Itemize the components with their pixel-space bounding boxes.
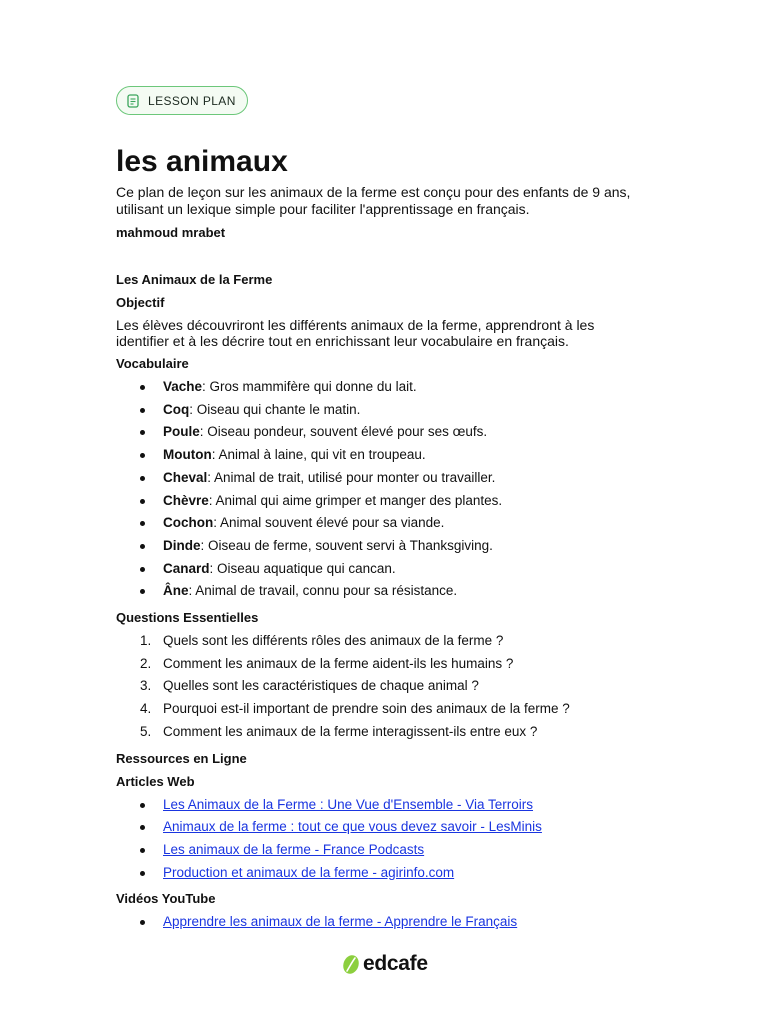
question-item xyxy=(116,653,656,676)
article-item xyxy=(116,816,656,839)
question-number: 2. xyxy=(140,655,152,671)
vocabulary-item xyxy=(116,399,656,422)
resources-heading: Ressources en Ligne xyxy=(116,750,247,766)
vocab-definition: : Oiseau aquatique qui cancan. xyxy=(209,560,396,576)
question-number: 5. xyxy=(140,723,152,739)
question-item xyxy=(116,698,656,721)
vocabulary-item xyxy=(116,512,656,535)
video-item xyxy=(116,911,656,934)
question-text: Comment les animaux de la ferme interagissent-ils entre eux ? xyxy=(163,723,538,739)
question-item xyxy=(116,675,656,698)
footer-brand xyxy=(342,952,428,976)
article-link[interactable]: Animaux de la ferme : tout ce que vous devez savoir - LesMinis xyxy=(163,819,542,835)
lesson-plan-badge xyxy=(116,86,248,115)
article-link[interactable]: Les animaux de la ferme - France Podcasts xyxy=(163,841,425,857)
vocab-term: Âne xyxy=(163,583,189,599)
article-link[interactable]: Production et animaux de la ferme - agirinfo.com xyxy=(163,864,455,880)
vocab-term: Coq xyxy=(163,401,190,417)
videos-heading: Vidéos YouTube xyxy=(116,891,216,907)
vocab-definition: : Oiseau pondeur, souvent élevé pour ses œufs. xyxy=(199,424,488,440)
videos-list xyxy=(116,911,656,934)
question-item xyxy=(116,721,656,744)
article-item xyxy=(116,794,656,817)
vocab-term: Dinde xyxy=(163,537,201,553)
lesson-plan-page xyxy=(116,86,656,934)
document-icon xyxy=(127,94,139,108)
intro-text: Ce plan de leçon sur les animaux de la ferme est conçu pour des enfants de 9 ans, utilisant un lexique simple pour faciliter l'apprentissage en français. xyxy=(116,184,631,217)
vocab-term: Poule xyxy=(163,424,200,440)
vocab-term: Vache xyxy=(163,379,203,394)
vocab-definition: : Animal qui aime grimper et manger des plantes. xyxy=(208,492,503,508)
vocab-definition: : Gros mammifère qui donne du lait. xyxy=(202,379,417,394)
questions-list xyxy=(116,630,656,744)
badge-label: LESSON PLAN xyxy=(148,93,236,108)
section-title: Les Animaux de la Ferme xyxy=(116,272,273,287)
video-link[interactable]: Apprendre les animaux de la ferme - Apprendre le Français xyxy=(163,914,518,930)
question-number: 1. xyxy=(140,633,152,649)
article-item xyxy=(116,862,656,885)
vocab-term: Mouton xyxy=(163,447,212,463)
vocab-definition: : Animal souvent élevé pour sa viande. xyxy=(213,515,445,531)
vocabulary-heading: Vocabulaire xyxy=(116,356,189,371)
vocab-term: Cheval xyxy=(163,469,208,485)
vocabulary-item xyxy=(116,490,656,513)
vocabulary-item xyxy=(116,467,656,490)
objective-text: Les élèves découvriront les différents animaux de la ferme, apprendront à les identifier et à les décrire tout en enrichissant leur vocabulaire en français. xyxy=(116,317,595,349)
vocabulary-item xyxy=(116,421,656,444)
article-link[interactable]: Les Animaux de la Ferme : Une Vue d'Ensemble - Via Terroirs xyxy=(163,796,534,812)
vocab-definition: : Animal à laine, qui vit en troupeau. xyxy=(211,447,426,463)
vocabulary-list xyxy=(116,376,656,603)
vocab-definition: : Oiseau qui chante le matin. xyxy=(189,401,361,417)
question-text: Quels sont les différents rôles des animaux de la ferme ? xyxy=(163,633,504,649)
page-title: les animaux xyxy=(116,145,288,178)
article-item xyxy=(116,839,656,862)
vocab-term: Chèvre xyxy=(163,492,209,508)
question-number: 4. xyxy=(140,701,152,717)
vocabulary-item xyxy=(116,535,656,558)
question-item xyxy=(116,630,656,653)
question-text: Quelles sont les caractéristiques de chaque animal ? xyxy=(163,678,479,694)
question-number: 3. xyxy=(140,678,152,694)
articles-list xyxy=(116,794,656,885)
vocabulary-item xyxy=(116,444,656,467)
vocabulary-item xyxy=(116,376,656,399)
questions-heading: Questions Essentielles xyxy=(116,610,259,626)
vocabulary-item xyxy=(116,558,656,581)
objective-heading: Objectif xyxy=(116,295,165,310)
vocab-definition: : Animal de travail, connu pour sa résistance. xyxy=(188,583,458,599)
vocab-term: Cochon xyxy=(163,515,214,531)
brand-name: edcafe xyxy=(363,952,428,975)
vocab-definition: : Animal de trait, utilisé pour monter ou travailler. xyxy=(207,469,496,485)
leaf-logo-icon xyxy=(342,954,360,975)
author-name: mahmoud mrabet xyxy=(116,225,226,240)
vocab-term: Canard xyxy=(163,560,210,576)
question-text: Pourquoi est-il important de prendre soin des animaux de la ferme ? xyxy=(163,701,570,717)
question-text: Comment les animaux de la ferme aident-ils les humains ? xyxy=(163,655,514,671)
vocabulary-item xyxy=(116,580,656,603)
articles-heading: Articles Web xyxy=(116,773,195,789)
vocab-definition: : Oiseau de ferme, souvent servi à Thanksgiving. xyxy=(200,537,493,553)
